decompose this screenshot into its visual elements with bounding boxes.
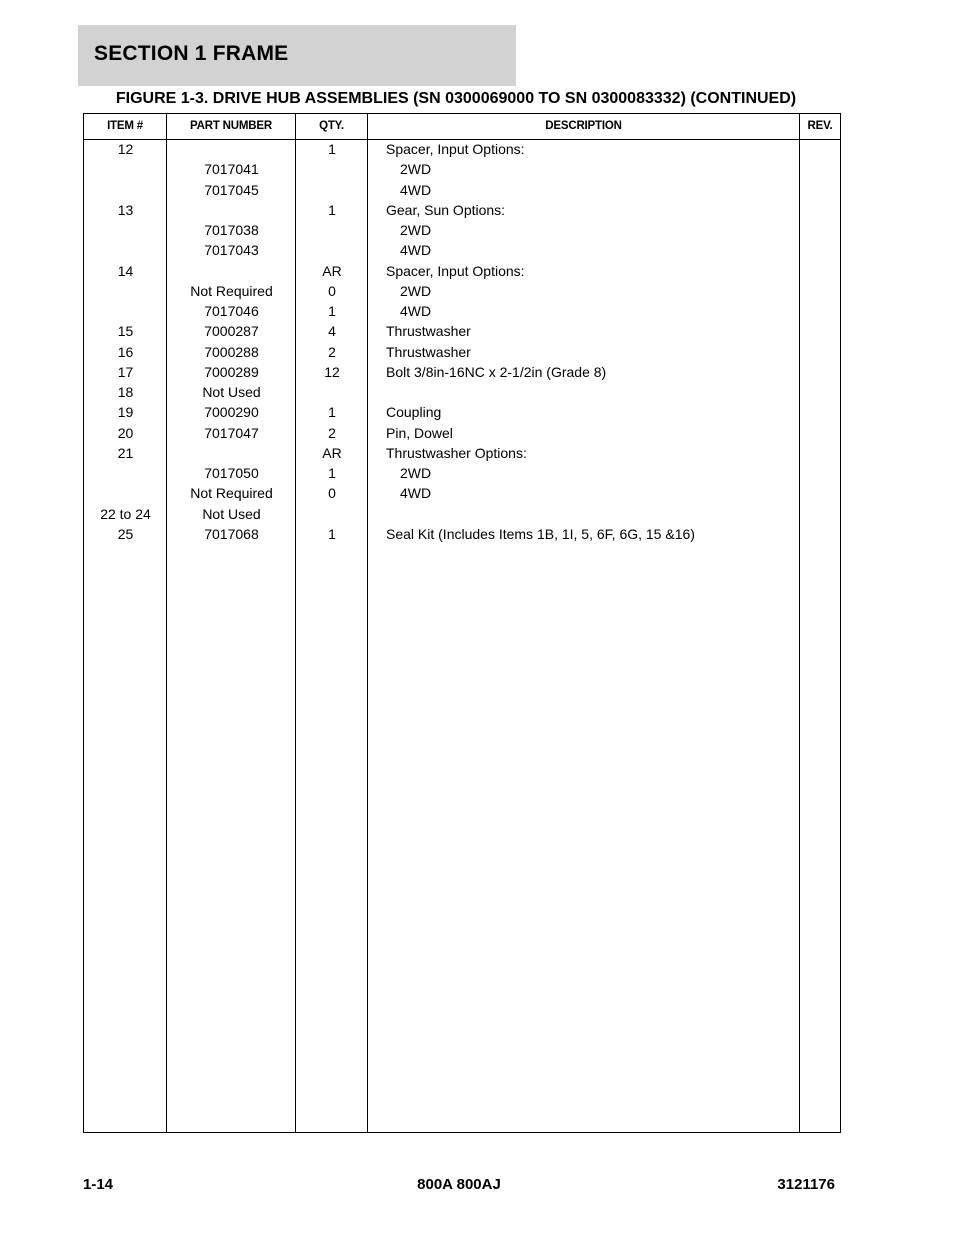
table-row: [84, 404, 840, 424]
item-cell: 21: [117, 444, 134, 461]
qty-cell: 1: [328, 201, 336, 218]
part-number-cell: 7017038: [204, 222, 259, 238]
description-cell: 4WD: [400, 485, 432, 502]
item-cell: 20: [117, 424, 134, 441]
description-cell: Thrustwasher: [386, 323, 471, 340]
qty-cell: AR: [322, 444, 342, 461]
item-cell: 22 to 24: [100, 505, 151, 522]
item-cell: 16: [117, 343, 134, 360]
description-cell: 2WD: [400, 161, 432, 178]
part-number-cell: 7017068: [204, 525, 259, 542]
part-number-cell: 7000290: [204, 404, 259, 421]
part-number-cell: 7000289: [204, 363, 259, 380]
item-cell: 14: [117, 262, 134, 279]
qty-cell: 1: [328, 404, 336, 421]
item-cell: 18: [117, 384, 134, 400]
table-row: [84, 141, 840, 161]
part-number-cell: 7017045: [204, 181, 259, 198]
part-number-cell: 7017046: [204, 303, 259, 319]
table-row: [84, 182, 840, 202]
part-number-cell: Not Used: [202, 384, 261, 400]
qty-cell: 0: [328, 485, 336, 502]
table-row: [84, 364, 840, 384]
description-cell: Gear, Sun Options:: [386, 201, 506, 218]
header-part-number: PART NUMBER: [190, 120, 272, 132]
table-body: [84, 141, 840, 546]
item-cell: 19: [117, 404, 134, 421]
description-cell: 2WD: [400, 222, 432, 238]
table-row: [84, 303, 840, 323]
description-cell: 2WD: [400, 282, 432, 299]
parts-table: [83, 113, 841, 1133]
table-row: [84, 263, 840, 283]
part-number-cell: Not Required: [190, 282, 273, 299]
page-number: 1-14: [83, 1176, 114, 1193]
qty-cell: 1: [328, 303, 336, 319]
section-banner: [78, 25, 516, 86]
section-title: SECTION 1 FRAME: [94, 42, 289, 65]
part-number-cell: 7017041: [204, 161, 259, 178]
table-row: [84, 202, 840, 222]
table-row: [84, 344, 840, 364]
item-cell: 13: [117, 201, 134, 218]
description-cell: Spacer, Input Options:: [386, 262, 525, 279]
table-row: [84, 323, 840, 343]
table-header: [84, 114, 840, 140]
figure-title: FIGURE 1-3. DRIVE HUB ASSEMBLIES (SN 0300069000 TO SN 0300083332) (CONTINUED): [115, 90, 797, 107]
description-cell: 2WD: [400, 465, 432, 481]
part-number-cell: Not Required: [190, 485, 273, 502]
table-row: [84, 242, 840, 262]
description-cell: Pin, Dowel: [386, 424, 453, 441]
item-cell: 17: [117, 363, 134, 380]
qty-cell: 12: [324, 363, 340, 380]
description-cell: 4WD: [400, 181, 432, 198]
header-qty: QTY.: [319, 120, 344, 132]
part-number-cell: 7017050: [204, 465, 259, 481]
qty-cell: AR: [322, 262, 342, 279]
table-row: [84, 384, 840, 404]
qty-cell: 2: [328, 424, 336, 441]
qty-cell: 1: [328, 525, 336, 542]
table-row: [84, 222, 840, 242]
table-row: [84, 425, 840, 445]
item-cell: 15: [117, 323, 134, 340]
qty-cell: 1: [328, 141, 336, 157]
description-cell: Thrustwasher: [386, 343, 471, 360]
qty-cell: 2: [328, 343, 336, 360]
table-row: [84, 161, 840, 181]
part-number-cell: 7017043: [204, 242, 259, 259]
qty-cell: 0: [328, 282, 336, 299]
part-number-cell: 7017047: [204, 424, 259, 441]
header-description: DESCRIPTION: [545, 120, 622, 132]
document-number: 3121176: [777, 1176, 835, 1193]
description-cell: 4WD: [400, 242, 432, 259]
description-cell: Thrustwasher Options:: [386, 444, 527, 461]
model-name: 800A 800AJ: [417, 1176, 501, 1193]
part-number-cell: 7000288: [204, 343, 259, 360]
header-item: ITEM #: [107, 120, 143, 132]
table-row: [84, 283, 840, 303]
item-cell: 12: [117, 141, 134, 157]
description-cell: 4WD: [400, 303, 432, 319]
part-number-cell: Not Used: [202, 505, 261, 522]
part-number-cell: 7000287: [204, 323, 259, 340]
table-row: [84, 506, 840, 526]
table-row: [84, 445, 840, 465]
description-cell: Spacer, Input Options:: [386, 141, 525, 157]
header-rev: REV.: [807, 120, 833, 132]
table-row: [84, 465, 840, 485]
description-cell: Seal Kit (Includes Items 1B, 1I, 5, 6F, 6G, 15 &16): [386, 525, 695, 542]
qty-cell: 1: [328, 465, 336, 481]
table-row: [84, 526, 840, 546]
description-cell: Coupling: [386, 404, 442, 421]
item-cell: 25: [117, 525, 134, 542]
description-cell: Bolt 3/8in-16NC x 2-1/2in (Grade 8): [386, 363, 607, 380]
table-row: [84, 485, 840, 505]
qty-cell: 4: [328, 323, 336, 340]
